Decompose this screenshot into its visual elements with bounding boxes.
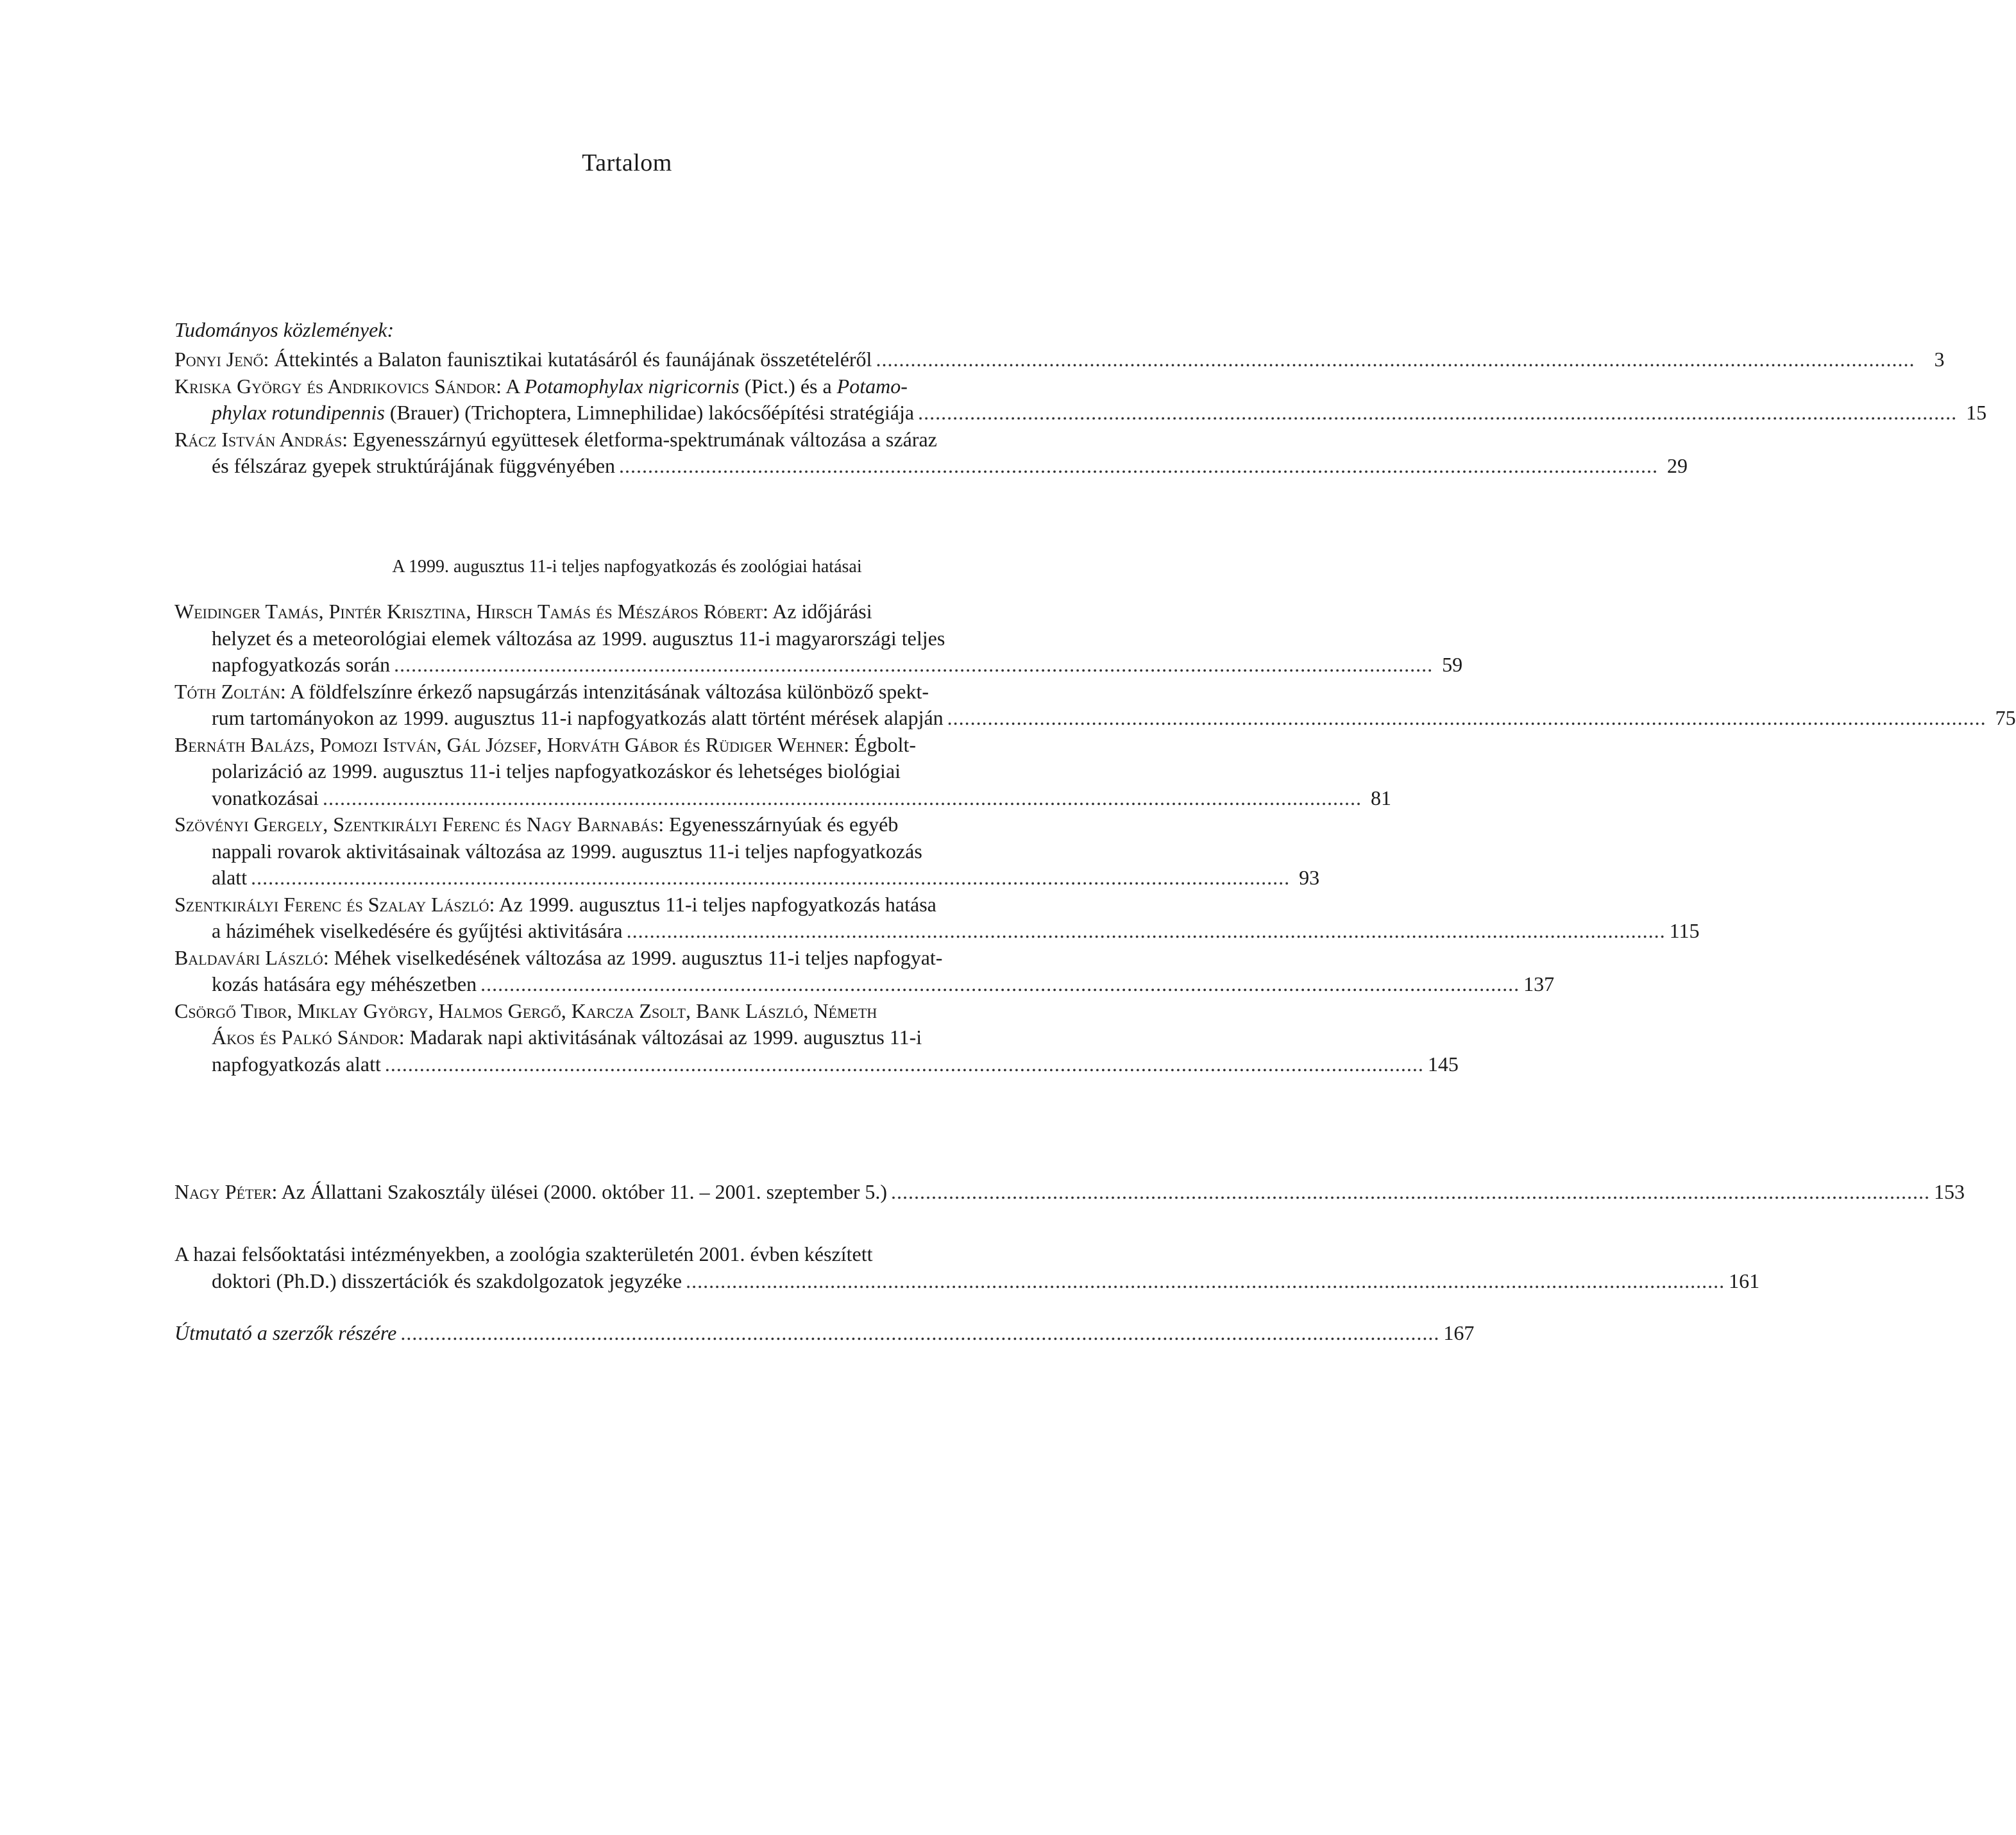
entry-title: Áttekintés a Balaton faunisztikai kutatásáról és faunájának összetételéről	[274, 348, 872, 371]
toc-group-meetings	[174, 1179, 1965, 1206]
entry-authors: Bernáth Balázs, Pomozi István, Gál József, Horváth Gábor és Rüdiger Wehner:	[174, 732, 850, 756]
dot-leader: ....................................................................................................................................................................................	[251, 866, 1291, 889]
entry-title: polarizáció az 1999. augusztus 11-i teljes napfogyatkozáskor és lehetséges biológiai	[212, 759, 901, 782]
dot-leader: ....................................................................................................................................................................................	[384, 1052, 1424, 1076]
dot-leader: ....................................................................................................................................................................................	[891, 1180, 1931, 1203]
species-name: Potamophylax nigricornis	[524, 374, 740, 398]
entry-title: Az 1999. augusztus 11-i teljes napfogyatkozás hatása	[498, 892, 936, 916]
entry-authors: Kriska György és Andrikovics Sándor:	[174, 374, 502, 398]
page-number: 3	[1934, 348, 1945, 371]
page-number: 145	[1427, 1052, 1459, 1076]
toc-entry[interactable]	[174, 998, 1459, 1078]
dot-leader: ....................................................................................................................................................................................	[619, 454, 1659, 477]
page-number: 81	[1371, 786, 1392, 809]
toc-group-scientific	[174, 346, 1987, 480]
dot-leader: ....................................................................................................................................................................................	[626, 919, 1666, 942]
page-number: 29	[1667, 454, 1688, 477]
entry-authors: Ponyi Jenő:	[174, 348, 269, 371]
page-number: 167	[1443, 1321, 1475, 1344]
dot-leader: ....................................................................................................................................................................................	[400, 1321, 1440, 1344]
toc-entry[interactable]	[174, 373, 1987, 427]
toc-entry[interactable]	[174, 945, 1555, 998]
entry-title: doktori (Ph.D.) disszertációk és szakdolgozatok jegyzéke	[212, 1269, 682, 1292]
entry-title-part: (Brauer) (Trichoptera, Limnephilidae) lakócsőépítési stratégiája	[384, 401, 915, 424]
toc-entry[interactable]	[174, 732, 1392, 812]
entry-authors: Csörgő Tibor, Miklay György, Halmos Gergő, Karcza Zsolt, Bank László, Németh	[174, 999, 877, 1022]
dot-leader: ....................................................................................................................................................................................	[480, 972, 1520, 995]
page-number: 137	[1523, 972, 1555, 995]
toc-entry[interactable]	[174, 427, 1688, 480]
entry-title: Az Állattani Szakosztály ülései (2000. október 11. – 2001. szeptember 5.)	[281, 1180, 888, 1203]
page-title: Tartalom	[582, 149, 672, 176]
dot-leader: ....................................................................................................................................................................................	[394, 653, 1434, 676]
entry-authors: Szövényi Gergely, Szentkirályi Ferenc és Nagy Barnabás:	[174, 813, 665, 836]
entry-authors: Tóth Zoltán:	[174, 679, 286, 703]
page-number: 59	[1442, 653, 1463, 676]
entry-authors: Weidinger Tamás, Pintér Krisztina, Hirsch Tamás és Mészáros Róbert:	[174, 600, 768, 623]
toc-group-eclipse	[174, 598, 2016, 1078]
entry-title: Méhek viselkedésének változása az 1999. augusztus 11-i teljes napfogyat-	[334, 945, 943, 969]
entry-title: és félszáraz gyepek struktúrájának függvényében	[212, 454, 616, 477]
toc-entry[interactable]	[174, 892, 1700, 945]
toc-entry[interactable]	[174, 811, 1320, 892]
entry-title: Egyenesszárnyúak és egyéb	[669, 813, 899, 836]
page-number: 75	[1995, 706, 2016, 729]
entry-title: Madarak napi aktivitásának változásai az 1999. augusztus 11-i	[409, 1026, 922, 1049]
entry-title: A hazai felsőoktatási intézményekben, a zoológia szakterületén 2001. évben készített	[174, 1242, 873, 1265]
dot-leader: ....................................................................................................................................................................................	[876, 348, 1915, 371]
entry-title-part: A	[505, 374, 525, 398]
entry-authors: Ákos és Palkó Sándor:	[212, 1026, 405, 1049]
entry-title-part: (Pict.) és a	[739, 374, 837, 398]
section-heading-scientific: Tudományos közlemények:	[174, 318, 394, 341]
species-name: Potamo-	[836, 374, 908, 398]
page-number: 15	[1966, 401, 1987, 424]
entry-title: Az időjárási	[772, 600, 872, 623]
entry-title: napfogyatkozás során	[212, 653, 391, 676]
entry-title: Égbolt-	[854, 732, 916, 756]
entry-authors: Rácz István András:	[174, 427, 348, 451]
species-name: phylax rotundipennis	[212, 401, 385, 424]
entry-title: alatt	[212, 866, 248, 889]
entry-title: helyzet és a meteorológiai elemek változása az 1999. augusztus 11-i magyarországi teljes	[212, 626, 945, 650]
dot-leader: ....................................................................................................................................................................................	[686, 1269, 1725, 1292]
toc-group-theses	[174, 1241, 1760, 1294]
entry-title: napfogyatkozás alatt	[212, 1052, 381, 1076]
entry-title: a háziméhek viselkedésére és gyűjtési aktivitására	[212, 919, 623, 942]
entry-authors: Nagy Péter:	[174, 1180, 278, 1203]
page-number: 93	[1299, 866, 1320, 889]
toc-entry[interactable]	[174, 346, 1945, 373]
entry-title: nappali rovarok aktivitásainak változása az 1999. augusztus 11-i teljes napfogyatkozás	[212, 839, 922, 863]
entry-authors: Baldavári László:	[174, 945, 329, 969]
entry-title: vonatkozásai	[212, 786, 319, 809]
toc-entry[interactable]	[174, 1241, 1760, 1294]
toc-group-guide	[174, 1320, 1475, 1347]
toc-entry[interactable]	[174, 679, 2016, 732]
page-number: 115	[1669, 919, 1700, 942]
entry-title: kozás hatására egy méhészetben	[212, 972, 477, 995]
entry-title: A földfelszínre érkező napsugárzás intenzitásának változása különböző spekt-	[289, 679, 929, 703]
section-heading-eclipse: A 1999. augusztus 11-i teljes napfogyatkozás és zoológiai hatásai	[392, 557, 862, 577]
dot-leader: ....................................................................................................................................................................................	[323, 786, 1362, 809]
dot-leader: ....................................................................................................................................................................................	[918, 401, 1958, 424]
entry-title: Útmutató a szerzők részére	[174, 1321, 397, 1344]
dot-leader: ....................................................................................................................................................................................	[947, 706, 1986, 729]
toc-entry[interactable]	[174, 598, 1463, 679]
page-number: 153	[1934, 1180, 1965, 1203]
toc-entry[interactable]	[174, 1320, 1475, 1347]
entry-title: Egyenesszárnyú együttesek életforma-spektrumának változása a száraz	[353, 427, 937, 451]
toc-entry[interactable]	[174, 1179, 1965, 1206]
entry-title: rum tartományokon az 1999. augusztus 11-i napfogyatkozás alatt történt mérések alapján	[212, 706, 944, 729]
entry-authors: Szentkirályi Ferenc és Szalay László:	[174, 892, 495, 916]
page-number: 161	[1729, 1269, 1760, 1292]
